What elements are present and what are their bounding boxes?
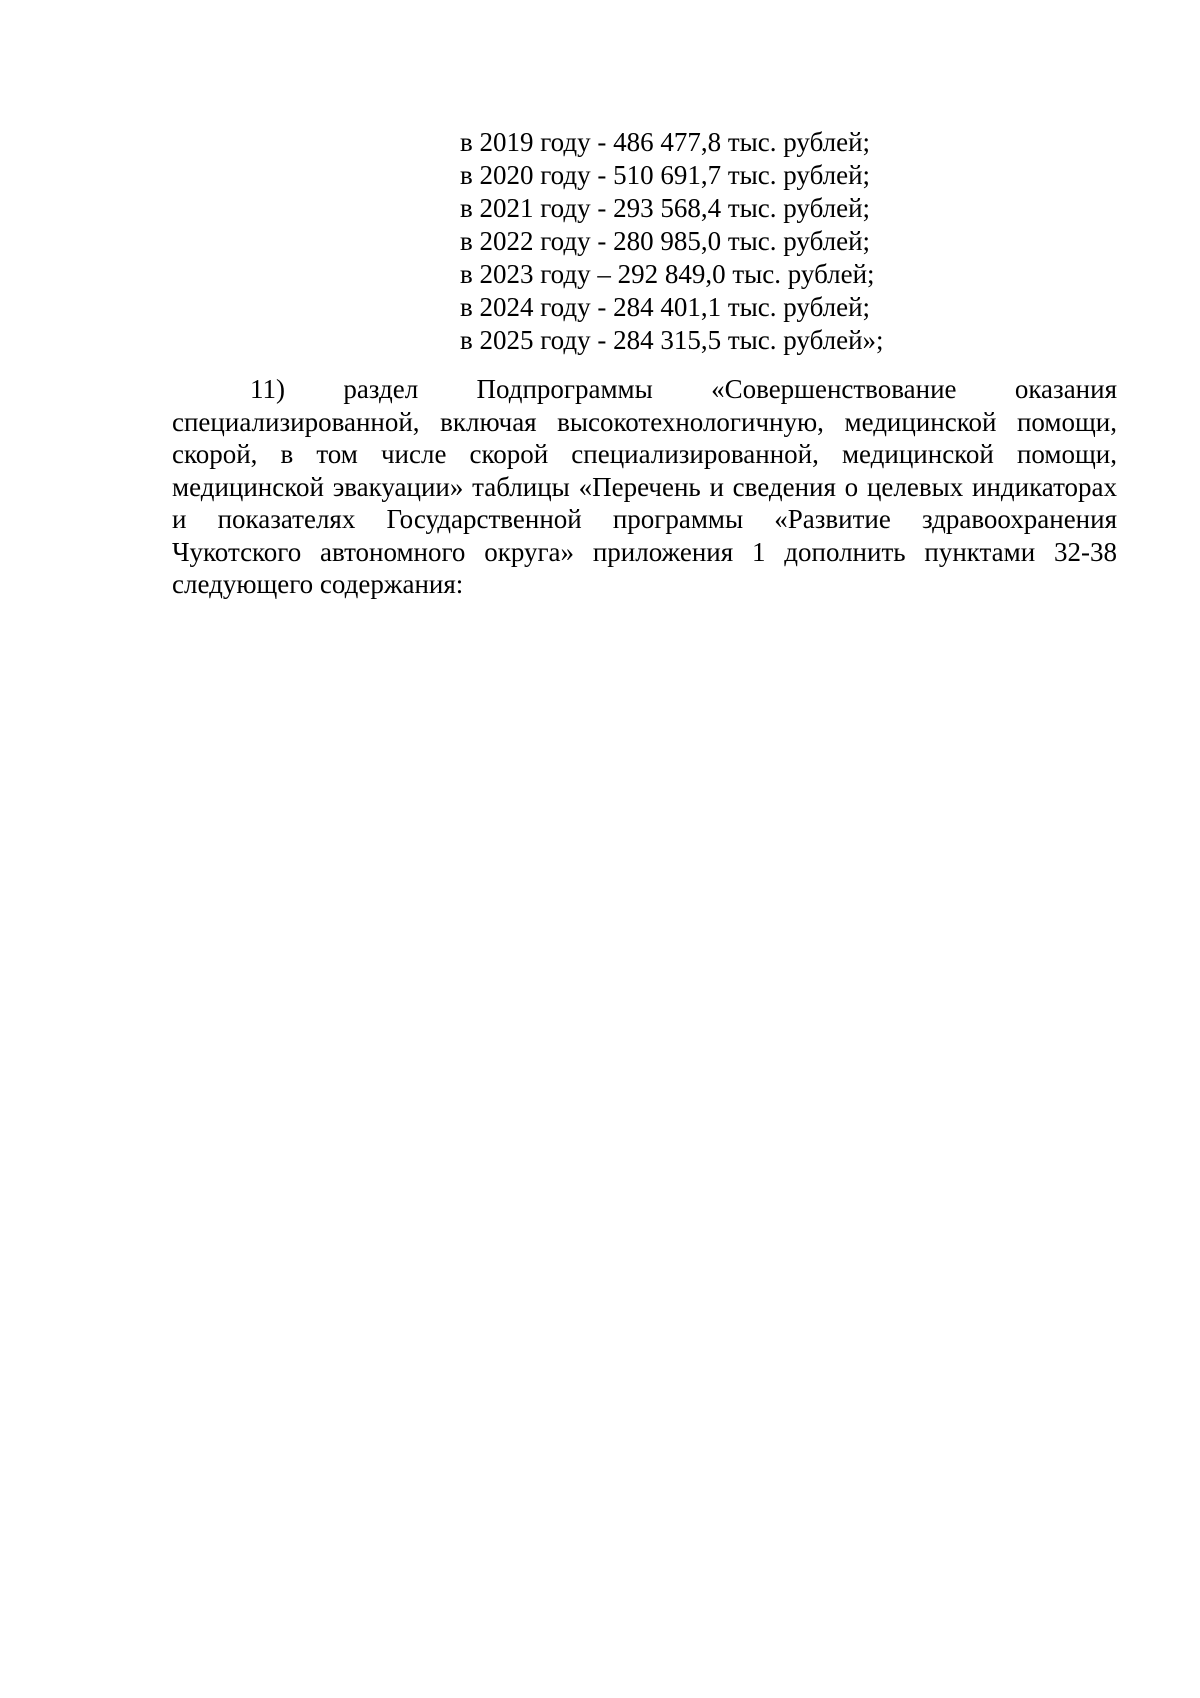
funding-line-2024: в 2024 году - 284 401,1 тыс. рублей; [460, 292, 871, 322]
funding-line-2021: в 2021 году - 293 568,4 тыс. рублей; [460, 193, 871, 223]
funding-line-2023: в 2023 году – 292 849,0 тыс. рублей; [460, 259, 875, 289]
funding-by-year-list [460, 126, 884, 357]
funding-line-2022: в 2022 году - 280 985,0 тыс. рублей; [460, 226, 871, 256]
funding-line-2020: в 2020 году - 510 691,7 тыс. рублей; [460, 160, 871, 190]
amendment-paragraph-11: 11) раздел Подпрограммы «Совершенствование оказания специализированной, включая высокотехнологичную, медицинской помощи, скорой, в том числе скорой специализированной, медицинской помощи, медицинской эвакуации» таблицы «Перечень и сведения о целевых индикаторах и показателях Государственной программы «Развитие здравоохранения Чукотского автономного округа» приложения 1 дополнить пунктами 32-38 следующего содержания: [172, 374, 1117, 599]
funding-line-2019: в 2019 году - 486 477,8 тыс. рублей; [460, 127, 871, 157]
funding-line-2025: в 2025 году - 284 315,5 тыс. рублей»; [460, 325, 884, 355]
